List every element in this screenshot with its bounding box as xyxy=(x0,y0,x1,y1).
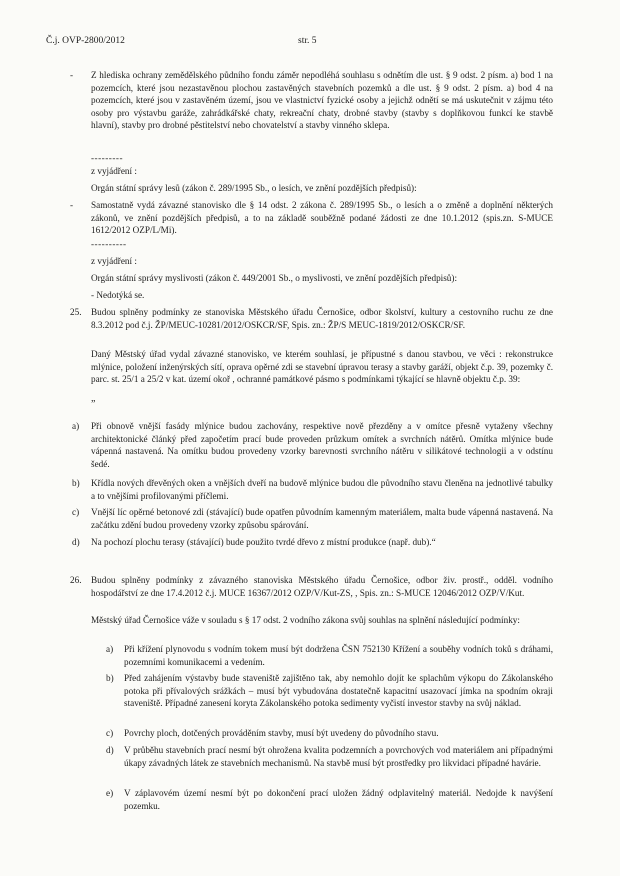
document-reference: Č.j. OVP-2800/2012 xyxy=(46,36,125,46)
forest-text: Samostatně vydá závazné stanovisko dle § 14 odst. 2 zákona č. 289/1995 Sb., o lesích a o změně a doplnění některých zákonů, ve znění pozdějších předpisů, a to na základě souběžně podané žádosti ze dne 10.1.2012 (spis.zn. S-MUCE 1612/2012 OZP/L/Mi). xyxy=(91,200,553,236)
hunting-intro: z vyjádření : xyxy=(91,256,137,266)
condition-26-item-e: V záplavovém území nesmí být po dokončení prací uložen žádný odplavitelný materiál. Nedojde k navýšení pozemku. xyxy=(124,788,553,811)
condition-25-text: Budou splněny podmínky ze stanoviska Městského úřadu Černošice, odbor školství, kultury a cestovního ruchu ze dne 8.3.2012 pod č.j. ŽP/MEUC-10281/2012/OSKCR/SF, Spis. zn.: ŽP/S MEUC-1819/2012/OSKCR/SF. xyxy=(91,307,553,330)
dash-marker: - xyxy=(70,70,74,80)
condition-number: 26. xyxy=(70,575,82,585)
item-label: d) xyxy=(106,745,114,755)
condition-25-item-d: Na pochozí plochu terasy (stávající) bude použito tvrdé dřevo z místní produkce (např. dub).“ xyxy=(91,537,436,547)
condition-26-text: Budou splněny podmínky z závazného stanoviska Městského úřadu Černošice, odbor živ. prostř., odděl. vodního hospodářství ze dne 17.4.2012 č.j. MUCE 16367/2012 OZP/V/Kut-ZS, , Spis. zn.: S-MUCE 12046/2012 OZP/V/Kut. xyxy=(91,575,553,598)
condition-25-body: Daný Městský úřad vydal závazné stanovisko, ve kterém souhlasí, je přípustné s danou stavbou, ve věci : rekonstrukce mlýnice, položení inženýrských sítí, oprava opěrné zdi se stavební úpravou terasy a stavby garáží, objekt č.p. 39, pozemky č. parc. st. 25/1 a 25/2 v kat. území okoř , ochranné památkové pásmo s podmínkami týkající se hlavně objektu č.p. 39: xyxy=(91,349,553,385)
item-label: c) xyxy=(72,507,80,517)
item-label: b) xyxy=(72,478,80,488)
separator: --------- xyxy=(91,153,124,163)
condition-number: 25. xyxy=(70,307,82,317)
condition-26-item-b: Před zahájením výstavby bude staveniště zajištěno tak, aby nemohlo dojít ke splachům výkopu do Zákolanského potoka při přívalových srážkách – musí být vybudována dostatečně kapacitní usazovací jímka na spodním okraji staveniště. Případné zanesení koryta Zákolanského potoka sedimenty vyčistí investor stavby na svůj náklad. xyxy=(124,673,553,709)
condition-25-item-c: Vnější líc opěrné betonové zdi (stávající) bude opatřen původním kamenným materiálem, malta bude vápenná nastavená. Na začátku zdění budou provedeny vzorky způsobu spárování. xyxy=(91,507,553,530)
dash-marker: - xyxy=(70,200,74,210)
hunting-organ: Orgán státní správy myslivosti (zákon č. 449/2001 Sb., o myslivosti, ve znění pozdějších předpisů): xyxy=(91,273,458,283)
condition-26-item-c: Povrchy ploch, dotčených prováděním stavby, musí být uvedeny do původního stavu. xyxy=(124,728,439,738)
hunting-line: - Nedotýká se. xyxy=(91,290,145,300)
zpf-text: Z hlediska ochrany zemědělského půdního fondu záměr nepodléhá souhlasu s odnětím dle ust. § 9 odst. 2 písm. a) bod 1 na pozemcích, které jsou nezastavěnou plochou zastavěných stavebních pozemků a dle ust. § 9 odst. 2 písm. a) bod 4 na pozemcích, které jsou v zastavěném území, jsou ve vlastnictví fyzické osoby a jejichž odnětí se má uskutečnit v zájmu této osoby pro výstavbu garáže, zahrádkářské chaty, rekreační chaty, drobné stavby (stavby s doplňkovou funkcí ke stavbě hlavní), stavby pro drobné pěstitelství nebo chovatelství a stavby vinného sklepa. xyxy=(91,70,553,131)
item-label: c) xyxy=(106,728,114,738)
zpf-paragraph xyxy=(91,69,553,132)
item-label: b) xyxy=(106,673,114,683)
condition-26-item-a: Při křížení plynovodu s vodním tokem musí být dodržena ČSN 752130 Křížení a souběhy vodních toků s dráhami, pozemními komunikacemi a vedením. xyxy=(124,644,553,667)
forest-organ: Orgán státní správy lesů (zákon č. 289/1995 Sb., o lesích, ve znění pozdějších předpisů): xyxy=(91,183,417,193)
item-label: e) xyxy=(106,788,114,798)
condition-26-body: Městský úřad Černošice váže v souladu s § 17 odst. 2 vodního zákona svůj souhlas na splnění následující podmínky: xyxy=(91,615,520,625)
condition-26-item-d: V průběhu stavebních prací nesmí být ohrožena kvalita podzemních a povrchových vod materiálem ani případnými úkapy závadných látek ze stavebních mechanismů. Na stavbě musí být prostředky pro likvidaci případné havárie. xyxy=(124,745,553,768)
item-label: a) xyxy=(106,644,114,654)
forest-paragraph xyxy=(91,199,553,237)
condition-25-item-a: Při obnově vnější fasády mlýnice budou zachovány, respektive nově přezděny a v omítce přesně vytaženy všechny architektonické článký před započetím prací bude proveden průzkum omítek a svrchních nátěrů. Omítka mlýnice bude vápenná nastavená. Na omítku budou provedeny vzorky barevnosti svrchního nátěru v silikátové technologii a v odstínu šedé. xyxy=(91,421,553,469)
open-quote: „ xyxy=(91,393,96,404)
forest-intro: z vyjádření : xyxy=(91,166,137,176)
page-number: str. 5 xyxy=(298,36,317,46)
separator: ---------- xyxy=(91,239,127,249)
item-label: a) xyxy=(72,421,80,431)
condition-25-item-b: Křídla nových dřevěných oken a vnějších dveří na budově mlýnice budou dle původního stavu členěna na jednotlivé tabulky a to vnějšími profilovanými příčlemi. xyxy=(91,478,553,501)
item-label: d) xyxy=(72,537,80,547)
